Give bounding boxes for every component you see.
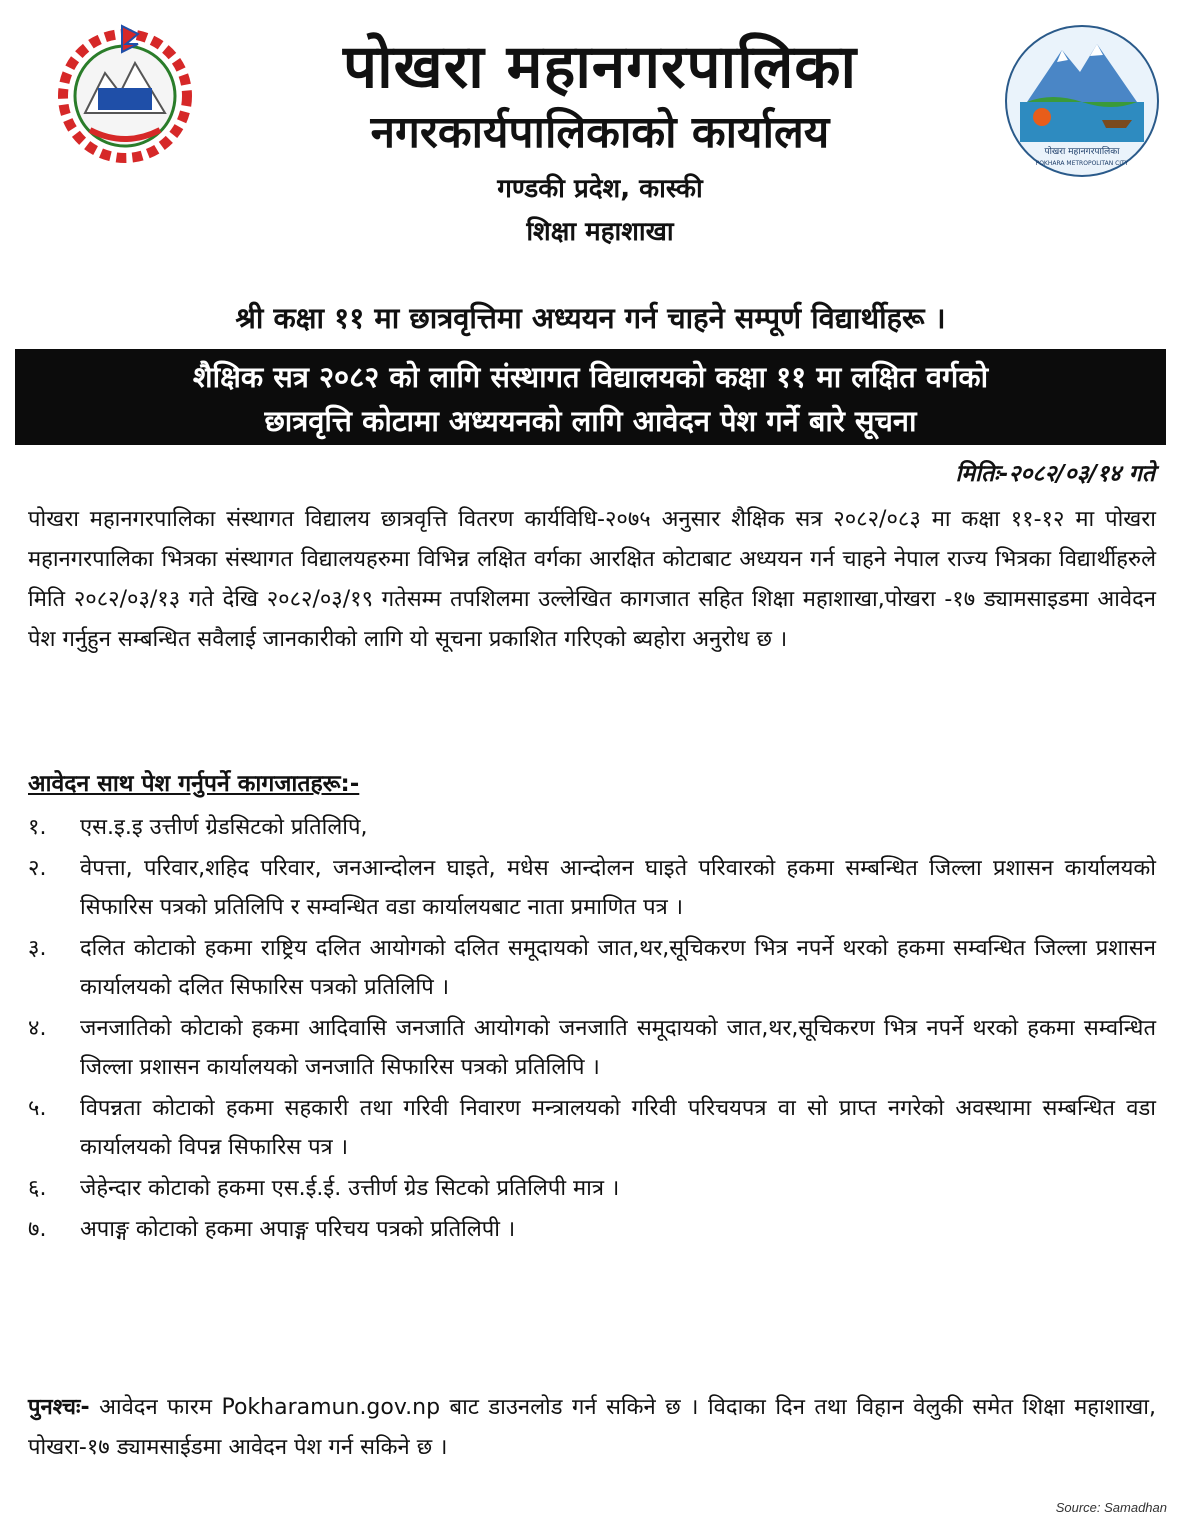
list-item <box>28 1009 1156 1087</box>
postscript <box>28 1388 1156 1468</box>
notice-title-banner <box>15 349 1166 445</box>
list-item-number: ४. <box>28 1016 47 1041</box>
location-line: गण्डकी प्रदेश, कास्की <box>497 174 703 204</box>
list-item <box>28 1210 1156 1249</box>
list-item <box>28 1169 1156 1208</box>
list-item <box>28 849 1156 927</box>
municipality-title: पोखरा महानगरपालिका <box>342 32 858 102</box>
list-item-text: दलित कोटाको हकमा राष्ट्रिय दलित आयोगको दलित समूदायको जात,थर,सूचिकरण भित्र नपर्ने थरको हकमा सम्वन्धित जिल्ला प्रशासन कार्यालयको दलित सिफारिस पत्रको प्रतिलिपि । <box>80 936 1156 1000</box>
office-title: नगरकार्यपालिकाको कार्यालय <box>370 107 830 158</box>
postscript-text: आवेदन फारम Pokharamun.gov.np बाट डाउनलोड गर्न सकिने छ । विदाका दिन तथा विहान वेलुकी समेत शिक्षा महाशाखा, पोखरा-१७ ड्यामसाईडमा आवेदन पेश गर्न सकिने छ । <box>28 1395 1156 1460</box>
list-item-text: जनजातिको कोटाको हकमा आदिवासि जनजाति आयोगको जनजाति समूदायको जात,थर,सूचिकरण भित्र नपर्ने थरको हकमा सम्वन्धित जिल्ला प्रशासन कार्यालयको जनजाति सिफारिस पत्रको प्रतिलिपि । <box>80 1016 1156 1080</box>
banner-line-2: छात्रवृत्ति कोटामा अध्ययनको लागि आवेदन पेश गर्ने बारे सूचना <box>264 404 917 438</box>
list-item-number: २. <box>28 856 47 881</box>
division-line: शिक्षा महाशाखा <box>526 217 674 247</box>
list-item-number: १. <box>28 815 47 840</box>
list-item-text: एस.इ.इ उत्तीर्ण ग्रेडसिटको प्रतिलिपि, <box>80 815 368 840</box>
list-item-number: ६. <box>28 1176 47 1201</box>
list-item-text: जेहेन्दार कोटाको हकमा एस.ई.ई. उत्तीर्ण ग्रेड सिटको प्रतिलिपी मात्र । <box>80 1176 620 1201</box>
documents-heading: आवेदन साथ पेश गर्नुपर्ने कागजातहरू:- <box>28 771 360 797</box>
documents-list <box>28 808 1156 1251</box>
nepal-government-emblem <box>50 18 200 168</box>
list-item-number: ३. <box>28 936 47 961</box>
pokhara-metropolitan-logo <box>1002 22 1162 180</box>
logo-subtext: POKHARA METROPOLITAN CITY <box>1035 160 1129 167</box>
source-credit: Source: Samadhan <box>1055 1500 1167 1515</box>
postscript-label: पुनश्चः- <box>28 1395 90 1420</box>
notice-body <box>28 500 1156 660</box>
letterhead <box>200 30 1000 254</box>
list-item-text: अपाङ्ग कोटाको हकमा अपाङ्ग परिचय पत्रको प्रतिलिपी । <box>80 1217 516 1242</box>
body-paragraph: पोखरा महानगरपालिका संस्थागत विद्यालय छात्रवृत्ति वितरण कार्यविधि-२०७५ अनुसार शैक्षिक सत्र २०८२/०८३ मा कक्षा ११-१२ मा पोखरा महानगरपालिका भित्रका संस्थागत विद्यालयहरुमा विभिन्न लक्षित वर्गका आरक्षित कोटाबाट अध्ययन गर्न चाहने नेपाल राज्य भित्रका विद्यार्थीहरुले मिति २०८२/०३/१३ गते देखि २०८२/०३/१९ गतेसम्म तपशिलमा उल्लेखित कागजात सहित शिक्षा महाशाखा,पोखरा -१७ ड्यामसाइडमा आवेदन पेश गर्नुहुन सम्बन्धित सवैलाई जानकारीको लागि यो सूचना प्रकाशित गरिएको ब्यहोरा अनुरोध छ । <box>28 507 1156 652</box>
list-item <box>28 1089 1156 1167</box>
logo-text: पोखरा महानगरपालिका <box>1044 147 1120 157</box>
list-item-number: ७. <box>28 1217 47 1242</box>
notice-date: मितिः-२०८२/०३/१४ गते <box>955 461 1155 487</box>
addressee-line: श्री कक्षा ११ मा छात्रवृत्तिमा अध्ययन गर्न चाहने सम्पूर्ण विद्यार्थीहरू । <box>235 301 946 335</box>
list-item <box>28 929 1156 1007</box>
list-item-text: वेपत्ता, परिवार,शहिद परिवार, जनआन्दोलन घाइते, मधेस आन्दोलन घाइते परिवारको हकमा सम्बन्धित जिल्ला प्रशासन कार्यालयको सिफारिस पत्रको प्रतिलिपि र सम्वन्धित वडा कार्यालयबाट नाता प्रमाणित पत्र । <box>80 856 1156 920</box>
list-item <box>28 808 1156 847</box>
banner-line-1: शैक्षिक सत्र २०८२ को लागि संस्थागत विद्यालयको कक्षा ११ मा लक्षित वर्गको <box>192 360 989 394</box>
list-item-number: ५. <box>28 1096 47 1121</box>
list-item-text: विपन्नता कोटाको हकमा सहकारी तथा गरिवी निवारण मन्त्रालयको गरिवी परिचयपत्र वा सो प्राप्त नगरेको अवस्थामा सम्बन्धित वडा कार्यालयको विपन्न सिफारिस पत्र । <box>80 1096 1156 1160</box>
